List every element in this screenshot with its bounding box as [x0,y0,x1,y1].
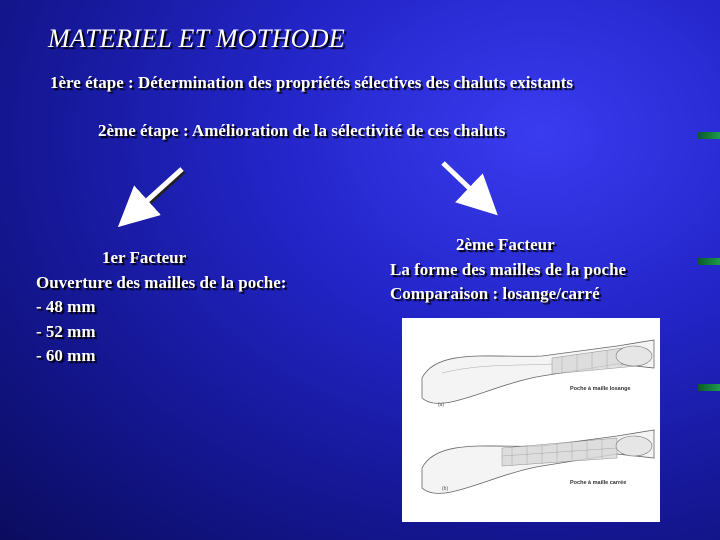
step-2-text: 2ème étape : Amélioration de la sélectivité de ces chaluts [98,121,506,140]
factor-1-item: - 60 mm [36,346,96,365]
factor-1-heading: 1er Facteur [102,248,187,267]
figure-label-square: Poche à maille carrée [570,480,627,486]
factor-2-heading: 2ème Facteur [456,235,555,254]
figure-label-diamond: Poche à maille losange [570,386,631,392]
decor-stripe [698,384,720,391]
figure-mark-b: (b) [442,486,449,492]
factor-1-description: Ouverture des mailles de la poche: [36,272,287,292]
trawl-codend-figure [402,318,660,522]
slide-title: MATERIEL ET MOTHODE [48,24,346,53]
factor-1-item: - 52 mm [36,321,96,341]
step-1-text: 1ère étape : Détermination des propriétés sélectives des chaluts existants [50,73,573,92]
figure-mark-a: (a) [438,402,445,408]
diamond-mesh-codend-icon [422,340,654,403]
codend-drawing [402,318,660,522]
factor-1-block [36,246,356,369]
factor-1-item: - 48 mm [36,297,96,316]
decor-stripe [698,132,720,139]
arrow-right-icon [443,163,489,207]
decor-stripe [698,258,720,265]
factor-2-description: La forme des mailles de la poche [390,259,627,279]
factor-2-block [390,233,690,307]
factor-2-comparison: Comparaison : losange/carré [390,284,600,303]
arrow-left-icon [129,169,184,219]
